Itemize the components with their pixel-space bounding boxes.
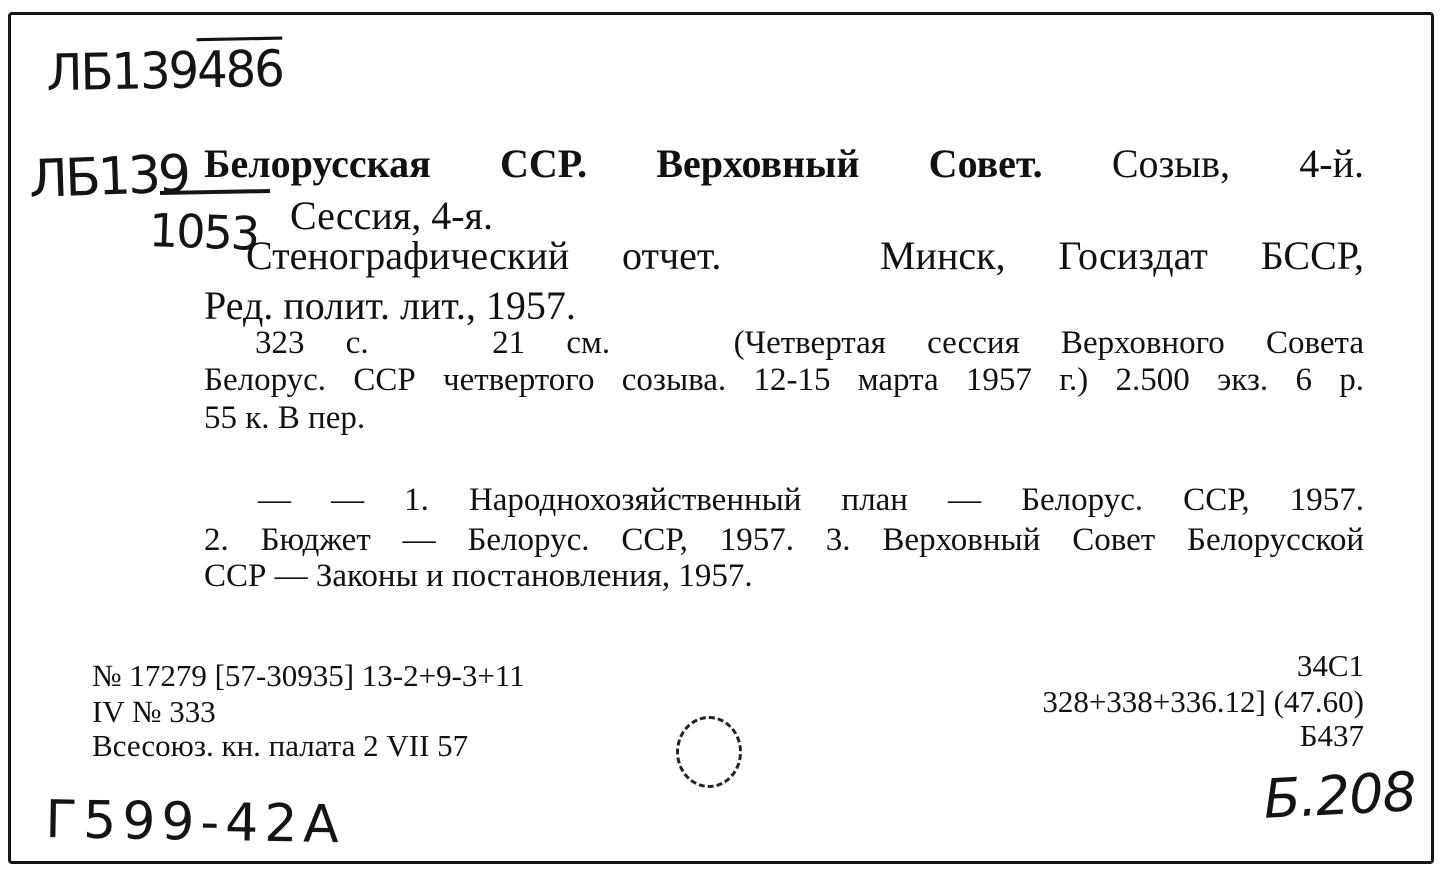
top-code-main: ЛБ139 <box>46 41 198 103</box>
footer-left-line-3: Всесоюз. кн. палата 2 VII 57 <box>92 728 469 763</box>
circle-mark <box>676 716 742 788</box>
heading-author: Белорусская ССР. Верховный Совет. <box>204 141 1043 186</box>
handwritten-side-code: ЛБ139 <box>28 144 190 210</box>
heading-line <box>204 140 1364 187</box>
footer-right-line-1: 34С1 <box>1296 648 1364 683</box>
description-line-3: 55 к. В пер. <box>204 400 366 436</box>
handwritten-bottom-right: Б.208 <box>1262 760 1418 831</box>
footer-left-line-2: IV № 333 <box>92 694 216 729</box>
subject-line-3: ССР — Законы и постановления, 1957. <box>204 558 753 594</box>
handwritten-bottom-code: Г599-42А <box>44 790 346 856</box>
handwritten-top-code <box>46 40 283 103</box>
subject-line-1: — — 1. Народнохозяйственный план — Белорус. ССР, 1957. <box>258 482 1364 518</box>
footer-right-line-3: Б437 <box>1299 718 1364 753</box>
description-line-1: 323 с. 21 см. (Четвертая сессия Верховного Совета <box>255 325 1364 361</box>
heading-convocation: Созыв, 4-й. <box>1111 141 1365 186</box>
footer-right-line-2: 328+338+336.12] (47.60) <box>1042 684 1364 719</box>
handwritten-side-number: 1053 <box>148 203 260 261</box>
title-line-1: Стенографический отчет. Минск, Госиздат БССР, <box>246 233 1364 278</box>
subject-line-2: 2. Бюджет — Белорус. ССР, 1957. 3. Верховный Совет Белорусской <box>204 522 1364 558</box>
title-line-2: Ред. полит. лит., 1957. <box>204 283 576 328</box>
footer-left-line-1: № 17279 [57-30935] 13-2+9-3+11 <box>92 658 525 693</box>
top-code-over: 486 <box>196 39 284 101</box>
description-line-2: Белорус. ССР четвертого созыва. 12-15 марта 1957 г.) 2.500 экз. 6 р. <box>204 362 1364 398</box>
heading-session: Сессия, 4-я. <box>290 193 493 238</box>
